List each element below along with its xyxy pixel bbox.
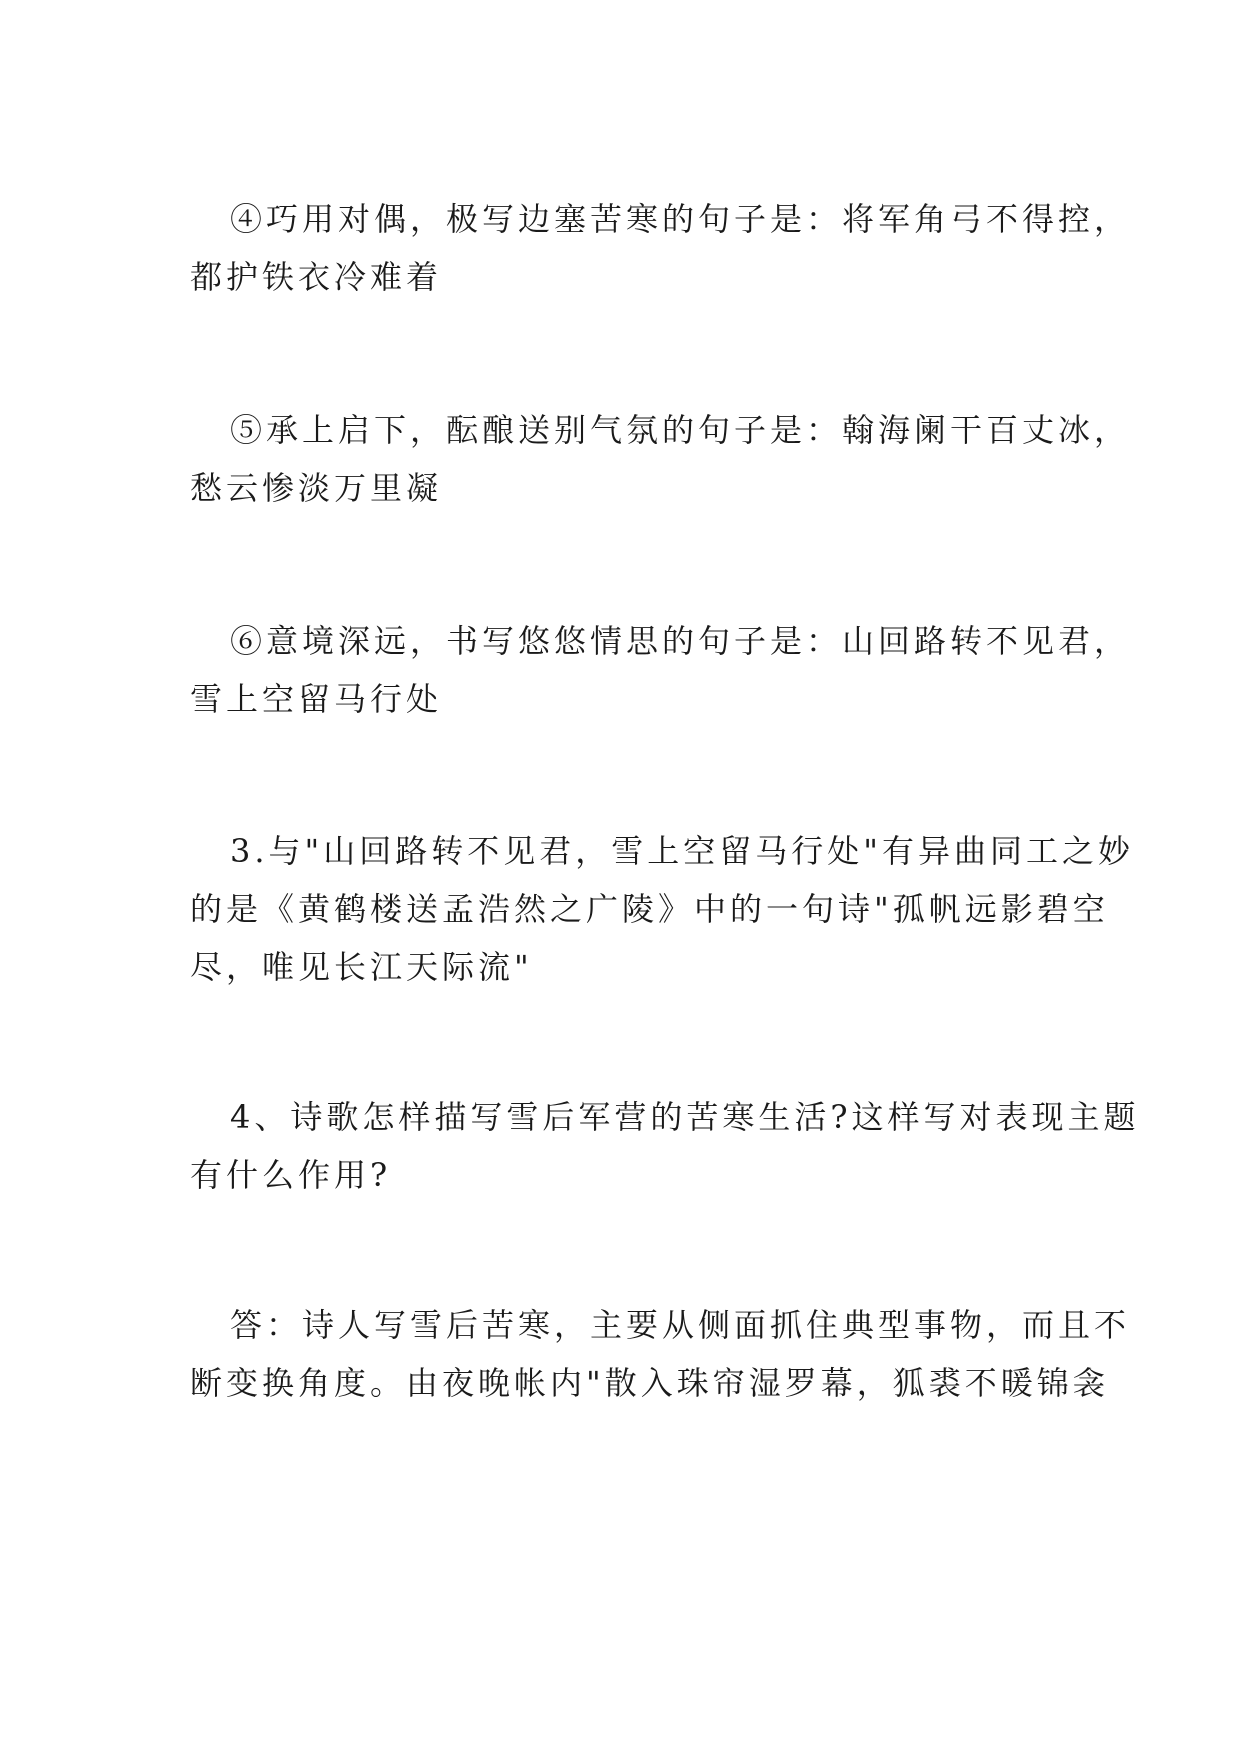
paragraph-line: 愁云惨淡万里凝 <box>190 469 443 507</box>
paragraph-line: 断变换角度。由夜晚帐内"散入珠帘湿罗幕，狐裘不暖锦衾 <box>190 1364 1109 1402</box>
paragraph-item-5 <box>190 401 1131 517</box>
question-3 <box>190 822 1134 996</box>
answer-paragraph <box>190 1296 1131 1412</box>
paragraph-line: 有什么作用? <box>190 1156 392 1194</box>
paragraph-line: 都护铁衣冷难着 <box>190 258 443 296</box>
question-4 <box>190 1088 1140 1204</box>
paragraph-line: 3.与"山回路转不见君，雪上空留马行处"有异曲同工之妙 <box>230 832 1134 870</box>
paragraph-line: ④巧用对偶，极写边塞苦寒的句子是：将军角弓不得控， <box>230 200 1131 238</box>
paragraph-line: 4、诗歌怎样描写雪后军营的苦寒生活?这样写对表现主题 <box>230 1098 1140 1136</box>
paragraph-line: ⑤承上启下，酝酿送别气氛的句子是：翰海阑干百丈冰， <box>230 411 1131 449</box>
paragraph-line: ⑥意境深远，书写悠悠情思的句子是：山回路转不见君， <box>230 622 1131 660</box>
paragraph-item-4 <box>190 190 1131 306</box>
paragraph-line: 尽，唯见长江天际流" <box>190 948 533 986</box>
paragraph-line: 答：诗人写雪后苦寒，主要从侧面抓住典型事物，而且不 <box>230 1306 1131 1344</box>
paragraph-item-6 <box>190 612 1131 728</box>
paragraph-line: 雪上空留马行处 <box>190 680 443 718</box>
paragraph-line: 的是《黄鹤楼送孟浩然之广陵》中的一句诗"孤帆远影碧空 <box>190 890 1109 928</box>
